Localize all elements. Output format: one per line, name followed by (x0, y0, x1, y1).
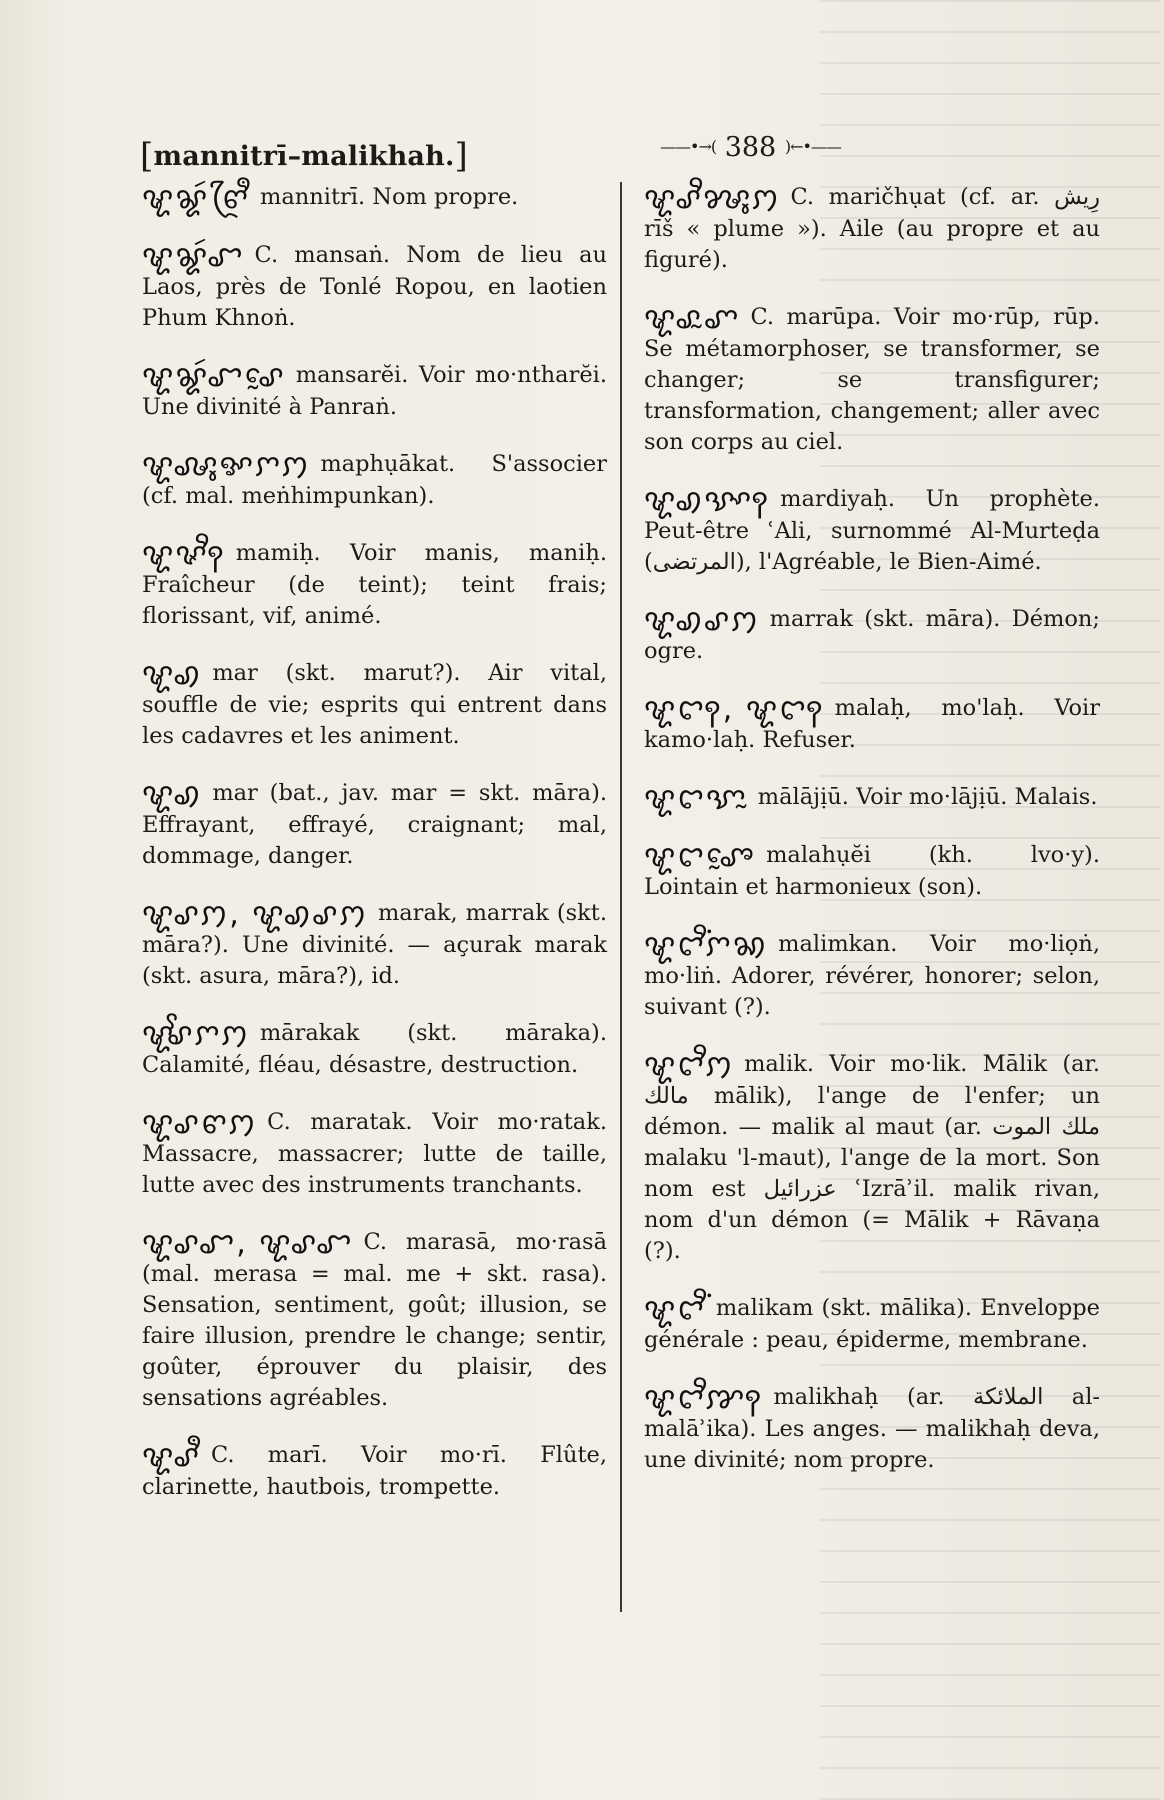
cham-headword: ꨠꨘꩃꨧꨣꨰ (142, 359, 286, 394)
entry-text: C. maratak. Voir mo·ratak. Massacre, massacrer; lutte de taille, lutte avec des instruments tranchants. (142, 1109, 607, 1198)
entry-text: mar (skt. marut?). Air vital, souffle de vie; esprits qui entrent dans les cadavres et les animent. (142, 660, 607, 749)
dictionary-entry (644, 302, 1100, 458)
dictionary-entry (142, 778, 607, 872)
right-column (644, 182, 1100, 1502)
cham-headword: ꨠꨤꩍ, ꨠꨤꩍ (644, 692, 825, 727)
entry-text: C. maričhụat (cf. ar. رِيش rīš « plume »). Aile (au propre et au figuré). (644, 184, 1100, 273)
cham-headword: ꨠꨣꨫ (142, 1439, 201, 1474)
cham-headword: ꨠꨤꨪꩌ (644, 1292, 706, 1327)
dictionary-entry (644, 693, 1100, 756)
cham-headword: ꨠꨘꩃꨓꨴꨫ (142, 181, 251, 216)
cham-headword: ꨠꨤꨪꨇꩍ (644, 1381, 764, 1416)
left-column (142, 182, 607, 1529)
dictionary-entry (142, 1227, 607, 1414)
dictionary-entry (644, 182, 1100, 276)
headword-range: mannitrī–malikhah. (153, 141, 455, 172)
entry-text: malaḥ, mo'laḥ. Voir kamo·laḥ. Refuser. (644, 695, 1100, 753)
entry-text: C. mansaṅ. Nom de lieu au Laos, près de Tonlé Ropou, en laotien Phum Khnoṅ. (142, 242, 607, 331)
entry-text: mālājịū. Voir mo·lājịū. Malais. (757, 784, 1098, 810)
running-head: [mannitrī–malikhah.] (140, 136, 469, 176)
entry-text: maphụākat. S'associer (cf. mal. meṅhimpunkan). (142, 451, 607, 509)
entry-text: C. marūpa. Voir mo·rūp, rūp. Se métamorphoser, se transformer, se changer; se transfigurer; transformation, changement; aller avec son corps au ciel. (644, 304, 1100, 455)
cham-headword: ꨠꨣꨧ, ꨠꨣꨧ (142, 1226, 354, 1261)
dictionary-entry (142, 182, 607, 214)
column-divider (620, 182, 622, 1612)
cham-headword: ꨠꨤꨪꩀ (644, 1048, 735, 1083)
entry-text: malikam (skt. mālika). Enveloppe générale : peau, épiderme, membrane. (644, 1295, 1100, 1353)
dictionary-entry (644, 1293, 1100, 1356)
entry-text: C. marasā, mo·rasā (mal. merasa = mal. me + skt. rasa). Sensation, sentiment, goût; illusion, se faire illusion, prendre le change; sentir, goûter, éprouver du plaisir, des sensations agréables. (142, 1229, 607, 1411)
cham-headword: ꨠꩉꨣꩀ (644, 603, 760, 638)
entry-text: mardiyaḥ. Un prophète. Peut-être ʿAli, surnommé Al-Murteḍa (المرتضى), l'Agréable, le Bien-Aimé. (644, 486, 1100, 575)
entry-text: mar (bat., jav. mar = skt. māra). Effrayant, effrayé, craignant; mal, dommage, danger. (142, 780, 607, 869)
cham-headword: ꨠꨩꨣꨆꩀ (142, 1017, 250, 1052)
entry-text: mamiḥ. Voir manis, maniḥ. Fraîcheur (de teint); teint frais; florissant, vif, animé. (142, 540, 607, 629)
entry-text: malikhaḥ (ar. الملائكة al-malāʾika). Les anges. — malikhaḥ deva, une divinité; nom propre. (644, 1384, 1101, 1473)
page-header (140, 128, 1104, 176)
dictionary-entry (644, 484, 1100, 578)
cham-headword: ꨠꩉ (142, 657, 203, 692)
dictionary-entry (644, 1049, 1100, 1267)
entry-text: marak, marrak (skt. māra?). Une divinité. — açurak marak (skt. asura, māra?), id. (142, 900, 607, 989)
dictionary-entry (644, 604, 1100, 667)
entry-text: C. marī. Voir mo·rī. Flûte, clarinette, hautbois, trompette. (142, 1442, 607, 1500)
dictionary-entry (644, 840, 1100, 903)
entry-text: mansarĕi. Voir mo·ntharĕi. Une divinité à Panraṅ. (142, 362, 607, 420)
cham-headword: ꨠꨣꩀ, ꨠꩉꨣꩀ (142, 897, 368, 932)
entry-text: malahụĕi (kh. lvo·y). Lointain et harmonieux (son). (644, 842, 1100, 900)
cham-headword: ꨠꨣꨭꨚ (644, 301, 741, 336)
cham-headword: ꨠꨘꩃꨧ (142, 239, 245, 274)
cham-headword: ꨠꨤꨎꨭ (644, 781, 748, 816)
cham-headword: ꨠꨣꨓꩀ (142, 1106, 258, 1141)
cham-headword: ꨠꩉꨕꨳꩍ (644, 483, 771, 518)
entry-text: malimkan. Voir mo·liọṅ, mo·liṅ. Adorer, révérer, honorer; selon, suivant (?). (644, 931, 1100, 1020)
entry-text: malik. Voir mo·lik. Mālik (ar. مالك mālik), l'ange de l'enfer; un démon. — malik al maut (ar. ملك الموت malaku 'l-maut), l'ange de la mort. Son nom est عزرائيل ʿIzrāʾil. malik rivan, nom d'un démon (= Mālik + Rāvaṇa (?). (644, 1051, 1100, 1264)
dictionary-entry (142, 898, 607, 992)
dictionary-entry (142, 538, 607, 632)
page-number-value: 388 (724, 132, 777, 163)
dictionary-entry (142, 240, 607, 334)
dictionary-entry (142, 1440, 607, 1503)
cham-headword: ꨠꨤꨪꩌꨆꩆ (644, 928, 769, 963)
cham-headword: ꨠꩉ (142, 777, 203, 812)
cham-headword: ꨠꨟꨪꩍ (142, 537, 226, 572)
dictionary-entry (142, 449, 607, 512)
dictionary-entry (142, 1018, 607, 1081)
cham-headword: ꨠꨣꨪꨍꨶꩀ (644, 181, 781, 216)
dictionary-entry (142, 360, 607, 423)
entry-text: mārakak (skt. māraka). Calamité, fléau, désastre, destruction. (142, 1020, 607, 1078)
dictionary-entry (644, 929, 1100, 1023)
dictionary-entry (142, 658, 607, 752)
dictionary-entry (644, 1382, 1100, 1476)
cham-headword: ꨠꨤꨨꨰ (644, 839, 757, 874)
cham-headword: ꨠꨜꨶꨀꨆꩀ (142, 448, 311, 483)
page-number: ——•→( 388 )←•—— (660, 132, 841, 163)
entry-text: marrak (skt. māra). Démon; ogre. (644, 606, 1100, 664)
entry-text: mannitrī. Nom propre. (260, 184, 519, 210)
dictionary-entry (142, 1107, 607, 1201)
dictionary-entry (644, 782, 1100, 814)
